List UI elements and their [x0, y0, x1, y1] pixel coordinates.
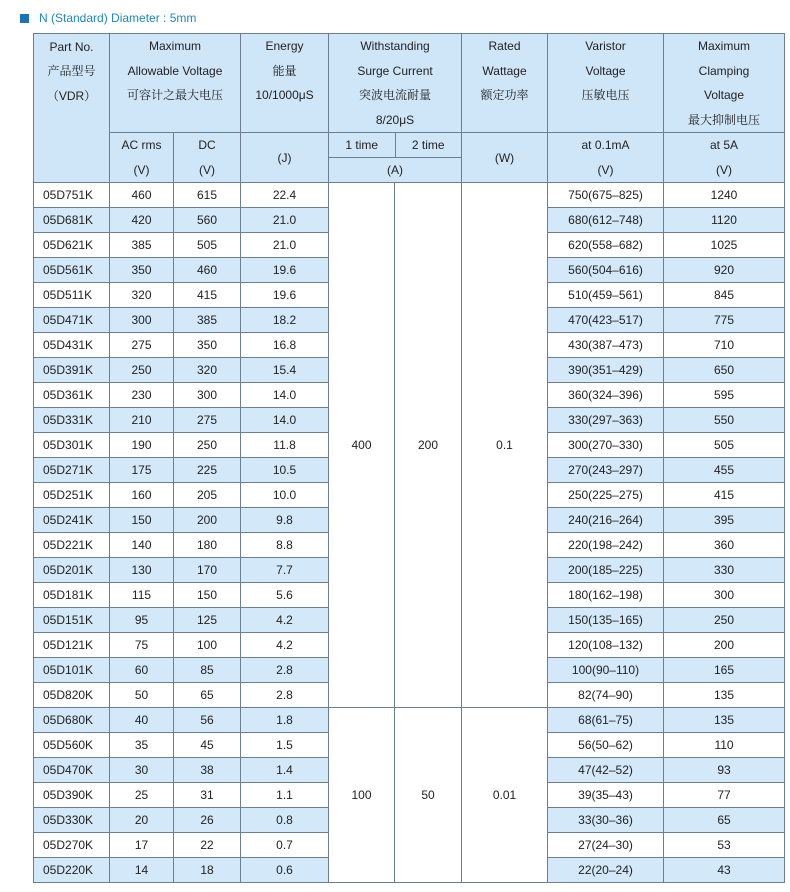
cell-part-no: 05D621K [34, 233, 110, 258]
cell-clamping-voltage: 1240 [664, 183, 785, 208]
cell-ac-rms: 275 [110, 333, 174, 358]
cell-clamping-voltage: 395 [664, 508, 785, 533]
cell-energy: 1.8 [241, 708, 329, 733]
cell-ac-rms: 230 [110, 383, 174, 408]
cell-ac-rms: 60 [110, 658, 174, 683]
cell-part-no: 05D431K [34, 333, 110, 358]
header-surge-1time: 1 time [329, 133, 395, 157]
cell-energy: 0.6 [241, 858, 329, 883]
cell-ac-rms: 17 [110, 833, 174, 858]
cell-clamping-voltage: 77 [664, 783, 785, 808]
cell-dc: 26 [174, 808, 241, 833]
cell-dc: 560 [174, 208, 241, 233]
cell-varistor-voltage: 300(270–330) [548, 433, 664, 458]
cell-clamping-voltage: 250 [664, 608, 785, 633]
cell-dc: 385 [174, 308, 241, 333]
bullet-square-icon [20, 14, 29, 23]
cell-dc: 150 [174, 583, 241, 608]
cell-energy: 2.8 [241, 658, 329, 683]
cell-varistor-voltage: 330(297–363) [548, 408, 664, 433]
cell-rated-wattage: 0.01 [462, 708, 548, 883]
cell-varistor-voltage: 250(225–275) [548, 483, 664, 508]
cell-part-no: 05D181K [34, 583, 110, 608]
cell-part-no: 05D751K [34, 183, 110, 208]
cell-energy: 15.4 [241, 358, 329, 383]
cell-energy: 14.0 [241, 408, 329, 433]
cell-clamping-voltage: 550 [664, 408, 785, 433]
cell-surge-1time: 400 [329, 183, 395, 708]
cell-surge-2time: 50 [395, 708, 462, 883]
cell-part-no: 05D391K [34, 358, 110, 383]
cell-varistor-voltage: 56(50–62) [548, 733, 664, 758]
header-energy-unit: (J) [241, 133, 329, 183]
cell-dc: 350 [174, 333, 241, 358]
cell-energy: 7.7 [241, 558, 329, 583]
cell-varistor-voltage: 180(162–198) [548, 583, 664, 608]
cell-dc: 200 [174, 508, 241, 533]
cell-varistor-voltage: 82(74–90) [548, 683, 664, 708]
cell-varistor-voltage: 750(675–825) [548, 183, 664, 208]
cell-clamping-voltage: 65 [664, 808, 785, 833]
cell-varistor-voltage: 27(24–30) [548, 833, 664, 858]
cell-energy: 11.8 [241, 433, 329, 458]
cell-varistor-voltage: 430(387–473) [548, 333, 664, 358]
cell-energy: 10.0 [241, 483, 329, 508]
cell-clamping-voltage: 165 [664, 658, 785, 683]
cell-varistor-voltage: 270(243–297) [548, 458, 664, 483]
cell-ac-rms: 30 [110, 758, 174, 783]
cell-dc: 31 [174, 783, 241, 808]
cell-varistor-voltage: 33(30–36) [548, 808, 664, 833]
cell-energy: 21.0 [241, 233, 329, 258]
cell-part-no: 05D201K [34, 558, 110, 583]
cell-energy: 4.2 [241, 633, 329, 658]
cell-energy: 8.8 [241, 533, 329, 558]
cell-varistor-voltage: 680(612–748) [548, 208, 664, 233]
header-clamping-voltage: Maximum Clamping Voltage 最大抑制电压 [664, 34, 785, 133]
cell-clamping-voltage: 93 [664, 758, 785, 783]
cell-clamping-voltage: 595 [664, 383, 785, 408]
cell-clamping-voltage: 135 [664, 708, 785, 733]
cell-dc: 320 [174, 358, 241, 383]
cell-dc: 615 [174, 183, 241, 208]
cell-energy: 5.6 [241, 583, 329, 608]
cell-surge-1time: 100 [329, 708, 395, 883]
header-surge-unit: (A) [329, 157, 461, 182]
cell-part-no: 05D121K [34, 633, 110, 658]
cell-ac-rms: 460 [110, 183, 174, 208]
cell-ac-rms: 14 [110, 858, 174, 883]
cell-ac-rms: 300 [110, 308, 174, 333]
cell-clamping-voltage: 200 [664, 633, 785, 658]
cell-ac-rms: 75 [110, 633, 174, 658]
header-surge-2time: 2 time [395, 133, 461, 157]
cell-varistor-voltage: 220(198–242) [548, 533, 664, 558]
cell-dc: 100 [174, 633, 241, 658]
cell-part-no: 05D221K [34, 533, 110, 558]
cell-part-no: 05D270K [34, 833, 110, 858]
cell-part-no: 05D511K [34, 283, 110, 308]
cell-dc: 205 [174, 483, 241, 508]
cell-energy: 18.2 [241, 308, 329, 333]
cell-varistor-voltage: 560(504–616) [548, 258, 664, 283]
cell-varistor-voltage: 240(216–264) [548, 508, 664, 533]
cell-ac-rms: 20 [110, 808, 174, 833]
cell-ac-rms: 175 [110, 458, 174, 483]
table-title-text: N (Standard) Diameter : 5mm [39, 11, 197, 25]
cell-dc: 45 [174, 733, 241, 758]
cell-varistor-voltage: 620(558–682) [548, 233, 664, 258]
header-max-allowable-voltage: Maximum Allowable Voltage 可容计之最大电压 [110, 34, 241, 133]
header-part-no: Part No. 产品型号 （VDR） [34, 34, 110, 183]
cell-energy: 22.4 [241, 183, 329, 208]
cell-part-no: 05D251K [34, 483, 110, 508]
cell-dc: 180 [174, 533, 241, 558]
cell-ac-rms: 385 [110, 233, 174, 258]
cell-clamping-voltage: 845 [664, 283, 785, 308]
cell-clamping-voltage: 505 [664, 433, 785, 458]
cell-dc: 225 [174, 458, 241, 483]
table-header [34, 34, 785, 183]
cell-energy: 19.6 [241, 258, 329, 283]
cell-clamping-voltage: 650 [664, 358, 785, 383]
cell-ac-rms: 250 [110, 358, 174, 383]
header-rated-unit: (W) [462, 133, 548, 183]
cell-varistor-voltage: 120(108–132) [548, 633, 664, 658]
cell-ac-rms: 35 [110, 733, 174, 758]
cell-clamping-voltage: 110 [664, 733, 785, 758]
cell-energy: 9.8 [241, 508, 329, 533]
cell-ac-rms: 25 [110, 783, 174, 808]
cell-ac-rms: 350 [110, 258, 174, 283]
cell-clamping-voltage: 920 [664, 258, 785, 283]
header-energy: Energy 能量 10/1000μS [241, 34, 329, 133]
cell-varistor-voltage: 47(42–52) [548, 758, 664, 783]
cell-dc: 505 [174, 233, 241, 258]
cell-varistor-voltage: 150(135–165) [548, 608, 664, 633]
cell-ac-rms: 190 [110, 433, 174, 458]
cell-part-no: 05D681K [34, 208, 110, 233]
cell-clamping-voltage: 455 [664, 458, 785, 483]
cell-energy: 14.0 [241, 383, 329, 408]
cell-ac-rms: 420 [110, 208, 174, 233]
cell-ac-rms: 140 [110, 533, 174, 558]
cell-rated-wattage: 0.1 [462, 183, 548, 708]
cell-part-no: 05D331K [34, 408, 110, 433]
cell-clamping-voltage: 415 [664, 483, 785, 508]
cell-dc: 275 [174, 408, 241, 433]
cell-part-no: 05D361K [34, 383, 110, 408]
cell-energy: 1.1 [241, 783, 329, 808]
cell-varistor-voltage: 360(324–396) [548, 383, 664, 408]
cell-energy: 16.8 [241, 333, 329, 358]
cell-part-no: 05D101K [34, 658, 110, 683]
cell-part-no: 05D561K [34, 258, 110, 283]
cell-clamping-voltage: 43 [664, 858, 785, 883]
cell-energy: 4.2 [241, 608, 329, 633]
cell-dc: 170 [174, 558, 241, 583]
cell-varistor-voltage: 100(90–110) [548, 658, 664, 683]
cell-energy: 2.8 [241, 683, 329, 708]
cell-part-no: 05D241K [34, 508, 110, 533]
cell-dc: 38 [174, 758, 241, 783]
cell-energy: 0.7 [241, 833, 329, 858]
cell-part-no: 05D271K [34, 458, 110, 483]
header-varistor-cond: at 0.1mA (V) [548, 133, 664, 183]
cell-clamping-voltage: 1025 [664, 233, 785, 258]
cell-ac-rms: 40 [110, 708, 174, 733]
cell-part-no: 05D220K [34, 858, 110, 883]
cell-dc: 250 [174, 433, 241, 458]
cell-part-no: 05D471K [34, 308, 110, 333]
cell-ac-rms: 50 [110, 683, 174, 708]
cell-ac-rms: 150 [110, 508, 174, 533]
cell-part-no: 05D680K [34, 708, 110, 733]
table-body [34, 183, 785, 883]
cell-part-no: 05D151K [34, 608, 110, 633]
cell-clamping-voltage: 135 [664, 683, 785, 708]
cell-varistor-voltage: 200(185–225) [548, 558, 664, 583]
cell-clamping-voltage: 300 [664, 583, 785, 608]
cell-ac-rms: 210 [110, 408, 174, 433]
table-row [34, 708, 785, 733]
cell-ac-rms: 130 [110, 558, 174, 583]
cell-part-no: 05D470K [34, 758, 110, 783]
cell-part-no: 05D301K [34, 433, 110, 458]
cell-energy: 10.5 [241, 458, 329, 483]
cell-part-no: 05D820K [34, 683, 110, 708]
header-ac-rms: AC rms (V) [110, 133, 174, 183]
cell-energy: 0.8 [241, 808, 329, 833]
cell-ac-rms: 160 [110, 483, 174, 508]
cell-varistor-voltage: 470(423–517) [548, 308, 664, 333]
cell-clamping-voltage: 710 [664, 333, 785, 358]
cell-varistor-voltage: 390(351–429) [548, 358, 664, 383]
cell-part-no: 05D390K [34, 783, 110, 808]
cell-dc: 415 [174, 283, 241, 308]
cell-varistor-voltage: 68(61–75) [548, 708, 664, 733]
cell-dc: 56 [174, 708, 241, 733]
table-row [34, 183, 785, 208]
cell-dc: 65 [174, 683, 241, 708]
cell-energy: 21.0 [241, 208, 329, 233]
cell-varistor-voltage: 22(20–24) [548, 858, 664, 883]
varistor-spec-table [33, 33, 785, 883]
cell-varistor-voltage: 39(35–43) [548, 783, 664, 808]
header-clamp-cond: at 5A (V) [664, 133, 785, 183]
cell-ac-rms: 320 [110, 283, 174, 308]
cell-dc: 18 [174, 858, 241, 883]
cell-clamping-voltage: 360 [664, 533, 785, 558]
cell-varistor-voltage: 510(459–561) [548, 283, 664, 308]
table-title [20, 9, 196, 27]
cell-dc: 22 [174, 833, 241, 858]
cell-dc: 460 [174, 258, 241, 283]
header-rated-wattage: Rated Wattage 额定功率 [462, 34, 548, 133]
header-surge-current: Withstanding Surge Current 突波电流耐量 8/20μS [329, 34, 462, 133]
cell-clamping-voltage: 1120 [664, 208, 785, 233]
header-dc: DC (V) [174, 133, 241, 183]
cell-ac-rms: 115 [110, 583, 174, 608]
cell-surge-2time: 200 [395, 183, 462, 708]
cell-part-no: 05D330K [34, 808, 110, 833]
cell-energy: 19.6 [241, 283, 329, 308]
header-surge-subcells [329, 133, 462, 183]
cell-energy: 1.5 [241, 733, 329, 758]
cell-clamping-voltage: 330 [664, 558, 785, 583]
cell-energy: 1.4 [241, 758, 329, 783]
cell-dc: 85 [174, 658, 241, 683]
cell-clamping-voltage: 775 [664, 308, 785, 333]
cell-dc: 125 [174, 608, 241, 633]
cell-clamping-voltage: 53 [664, 833, 785, 858]
cell-ac-rms: 95 [110, 608, 174, 633]
header-varistor-voltage: Varistor Voltage 压敏电压 [548, 34, 664, 133]
cell-dc: 300 [174, 383, 241, 408]
cell-part-no: 05D560K [34, 733, 110, 758]
